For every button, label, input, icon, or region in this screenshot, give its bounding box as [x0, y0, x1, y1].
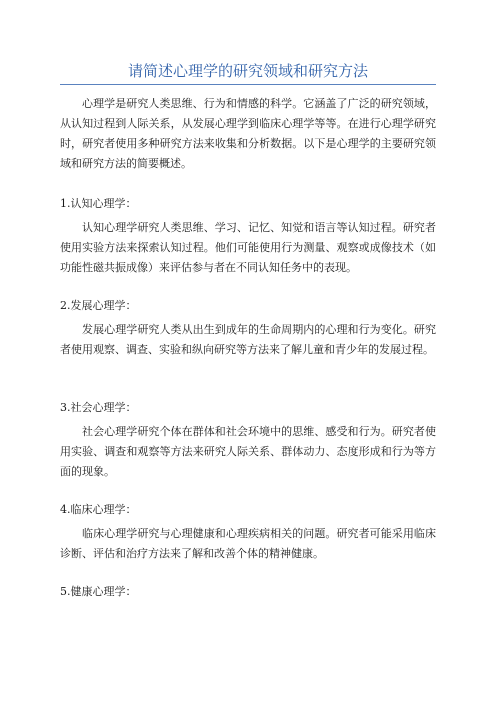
section-heading-cognitive: 1.认知心理学： — [60, 197, 137, 210]
document-title: 请简述心理学的研究领域和研究方法 — [127, 62, 368, 80]
section-body-developmental: 发展心理学研究人类从出生到成年的生命周期内的心理和行为变化。研究者使用观察、调查、实验和纵向研究等方法来了解儿童和青少年的发展过程。 — [60, 323, 436, 356]
section-body-clinical: 临床心理学研究与心理健康和心理疾病相关的问题。研究者可能采用临床诊断、评估和治疗方法来了解和改善个体的精神健康。 — [60, 527, 436, 560]
section-body-social: 社会心理学研究个体在群体和社会环境中的思维、感受和行为。研究者使用实验、调查和观察等方法来研究人际关系、群体动力、态度形成和行为等方面的现象。 — [60, 425, 436, 478]
intro-paragraph: 心理学是研究人类思维、行为和情感的科学。它涵盖了广泛的研究领域，从认知过程到人际关系，从发展心理学到临床心理学等等。在进行心理学研究时，研究者使用多种研究方法来收集和分析数据。以下是心理学的主要研究领域和研究方法的简要概述。 — [60, 97, 436, 170]
section-heading-social: 3.社会心理学： — [60, 401, 137, 414]
section-heading-developmental: 2.发展心理学： — [60, 299, 137, 312]
section-heading-health: 5.健康心理学： — [60, 585, 137, 598]
section-body-cognitive: 认知心理学研究人类思维、学习、记忆、知觉和语言等认知过程。研究者使用实验方法来探索认知过程。他们可能使用行为测量、观察或成像技术（如功能性磁共振成像）来评估参与者在不同认知任务中的表现。 — [60, 221, 436, 274]
section-heading-clinical: 4.临床心理学： — [60, 503, 137, 516]
title-underline — [60, 84, 436, 85]
